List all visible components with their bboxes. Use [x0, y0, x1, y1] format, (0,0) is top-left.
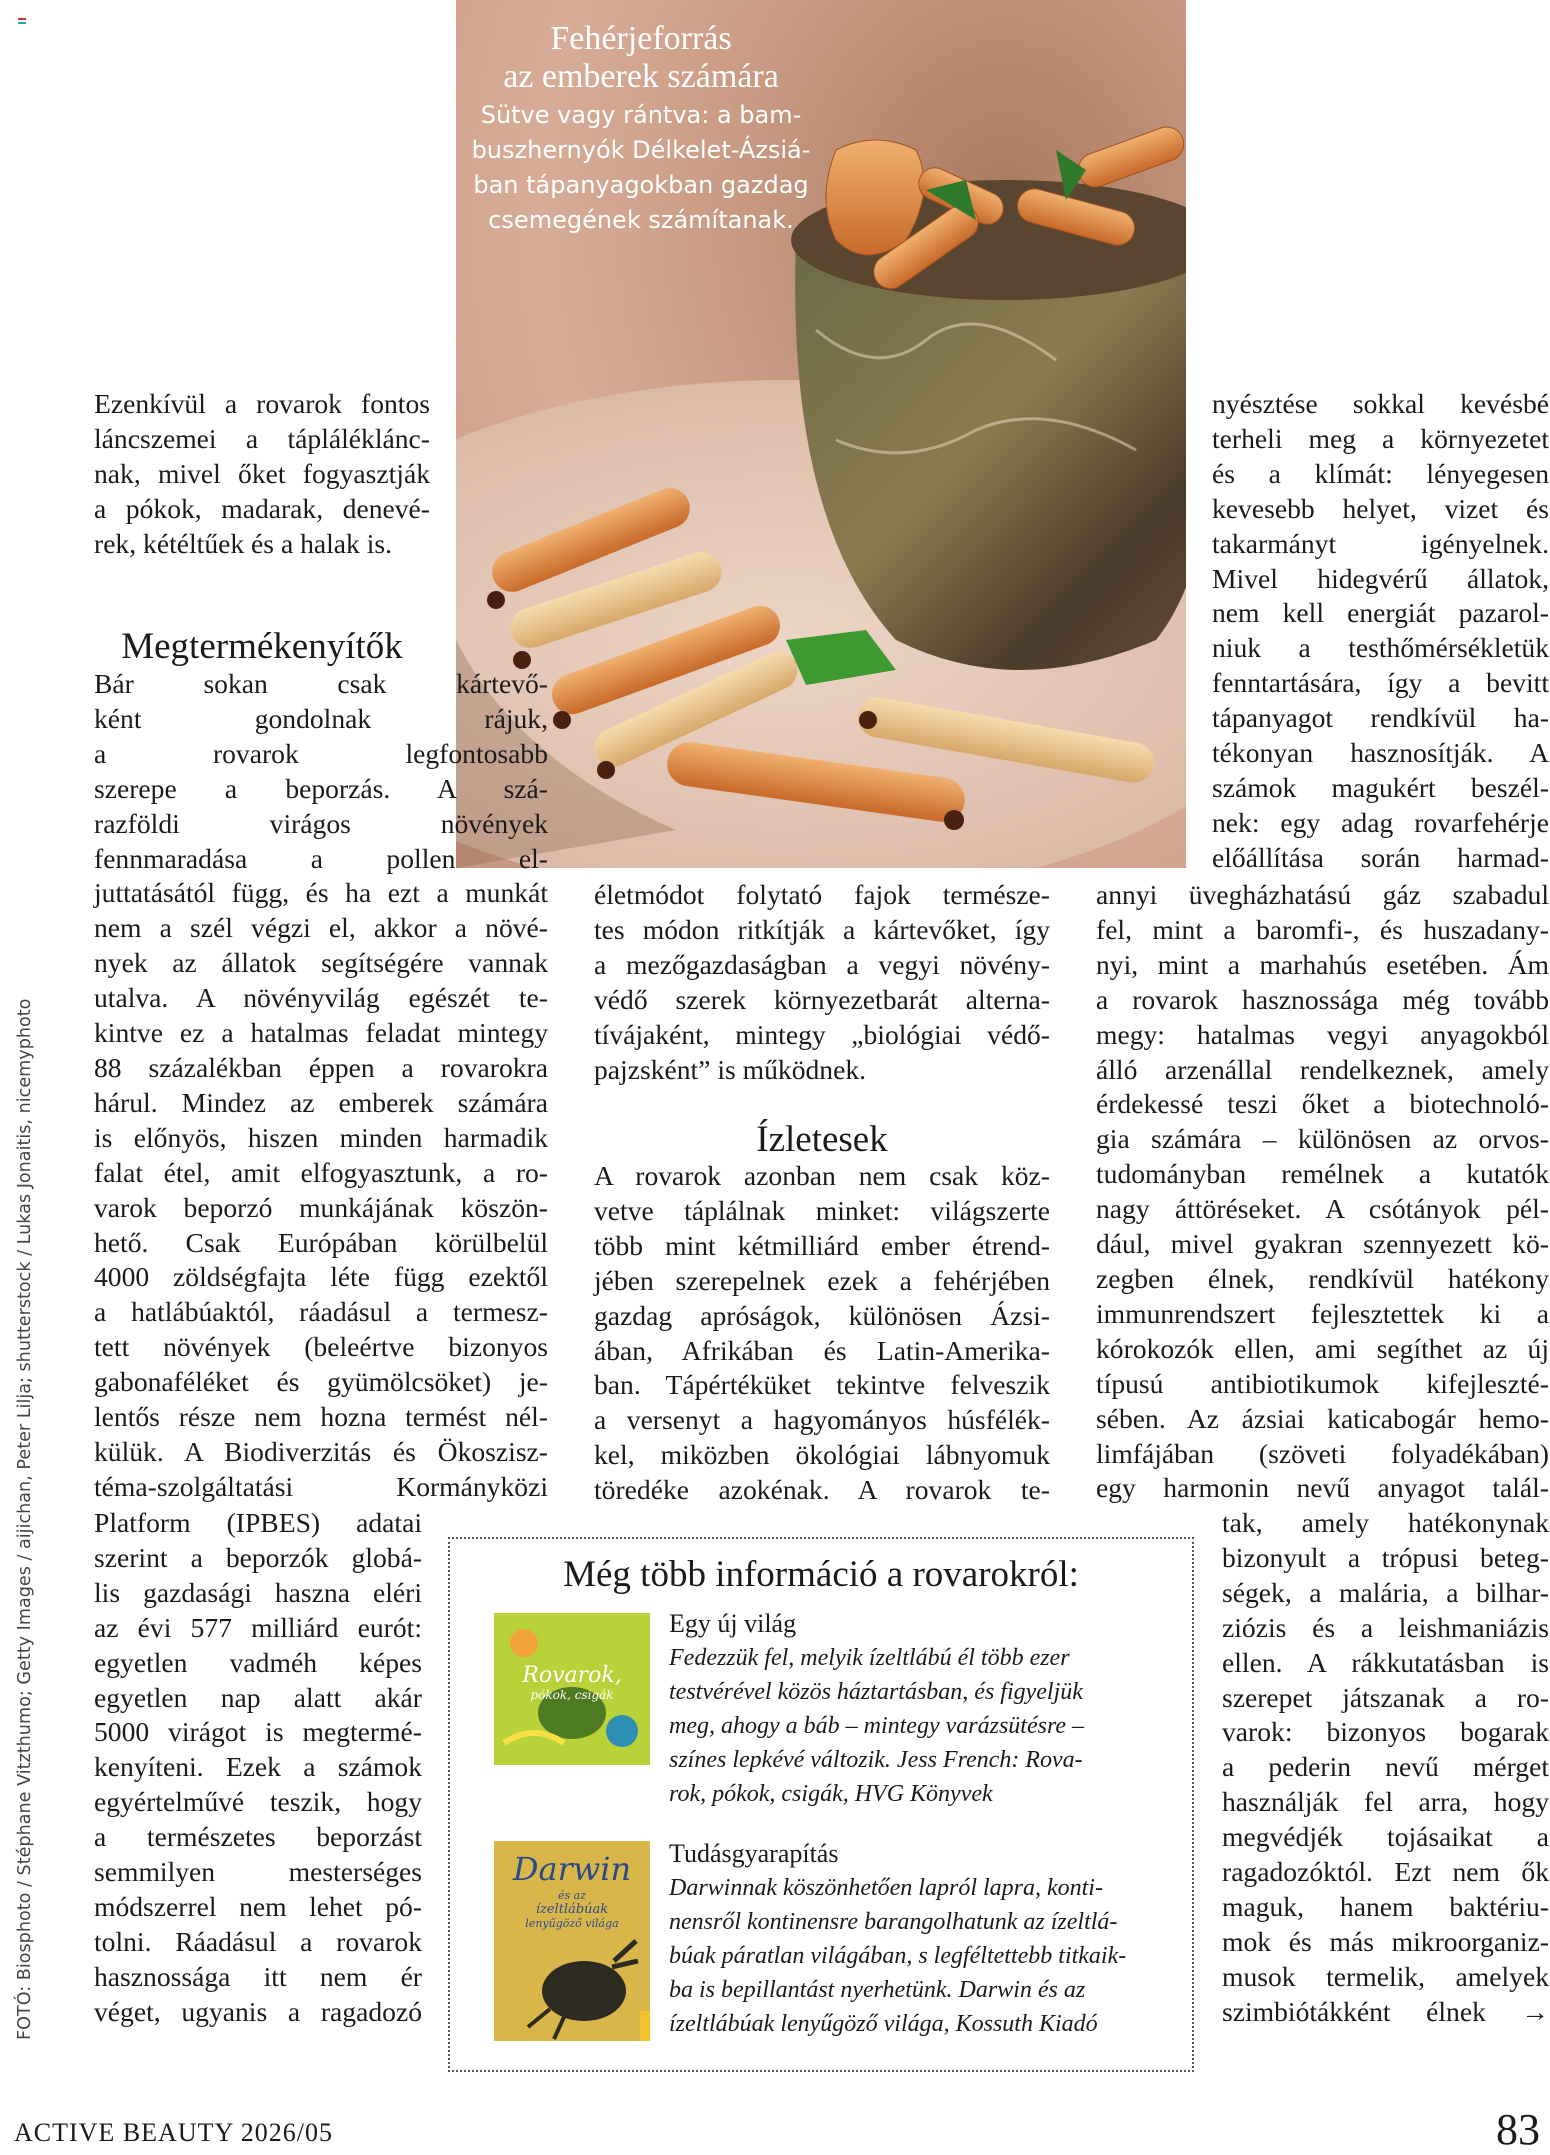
- text-line: ziózis és a leishmaniázis: [1222, 1611, 1549, 1643]
- column-1-narrow: [94, 1506, 422, 2030]
- text-line: töredéke azokénak. A rovarok te-: [594, 1474, 1050, 1506]
- book-text-line: Darwinnak köszönhetően lapról lapra, konti-: [669, 1875, 1103, 1901]
- text-line: tes módon ritkítják a kártevőket, így: [594, 913, 1050, 945]
- book-text-line: testvérével közös háztartásban, és figyeljük: [669, 1679, 1083, 1705]
- text-line: musok termelik, amelyek: [1222, 1960, 1549, 1992]
- text-line: szerint a beporzók globá-: [94, 1541, 422, 1573]
- caption-text: [456, 98, 826, 238]
- text-line: a mezőgazdaságban a vegyi növény-: [594, 948, 1050, 980]
- text-line: álló arzenállal rendelkeznek, amely: [1096, 1053, 1549, 1085]
- text-line: kórokozók ellen, ami segíthet az új: [1096, 1332, 1549, 1364]
- column-1-top: [94, 387, 430, 562]
- text-line: maguk, hanem baktériu-: [1222, 1890, 1549, 1922]
- text-line: varok: bizonyos bogarak: [1222, 1716, 1549, 1748]
- book-cover-title: [494, 1849, 650, 1931]
- book-cover-title: [494, 1663, 650, 1702]
- text-line: varok beporzó munkájának köszön-: [94, 1191, 548, 1223]
- magazine-footer: ACTIVE BEAUTY 2026/05: [14, 2118, 334, 2147]
- column-2-top: [594, 878, 1050, 1087]
- text-line: kel, miközben ökológiai lábnyomuk: [594, 1439, 1050, 1471]
- text-line: fenntartására, így a bevitt: [1212, 667, 1549, 699]
- book-cover-rovarok: [494, 1613, 650, 1765]
- text-line: hasznossága itt nem ér: [94, 1960, 422, 1992]
- text-line: dául, mivel gyakran szennyezett kö-: [1096, 1228, 1549, 1260]
- heading-pollinators: Megtermékenyítők: [121, 626, 403, 667]
- text-line: hető. Csak Európában körülbelül: [94, 1226, 548, 1258]
- text-line: annyi üvegházhatású gáz szabadul: [1096, 879, 1549, 910]
- book-cover-title-sub: és az: [557, 1889, 586, 1902]
- book-text-line: ba is bepillantást nyerhetünk. Darwin és az: [669, 1977, 1086, 2003]
- text-line: Ezenkívül a rovarok fontos: [94, 388, 430, 419]
- info-box: [448, 1537, 1194, 2072]
- book-cover-title-main: Darwin: [512, 1850, 632, 1888]
- text-line: fel, mint a baromfi-, és huszadany-: [1096, 913, 1549, 945]
- book-text-line: meg, ahogy a báb – mintegy varázsütésre –: [669, 1713, 1085, 1739]
- text-line: téma-szolgáltatási Kormányközi: [94, 1470, 548, 1502]
- page-number: 83: [1496, 2105, 1540, 2154]
- text-line: ségek, a malária, a bilhar-: [1222, 1576, 1549, 1608]
- text-line: a hatlábúaktól, ráadásul a termesz-: [94, 1296, 548, 1328]
- text-line: takarmányt igényelnek.: [1212, 527, 1549, 559]
- text-line: nyi, mint a marhahús esetében. Ám: [1096, 948, 1549, 980]
- text-line: használják fel arra, hogy: [1222, 1786, 1549, 1818]
- text-line: rek, kétéltűek és a halak is.: [94, 527, 393, 559]
- text-line: nagy áttöréseket. A csótányok pél-: [1096, 1193, 1549, 1225]
- text-line: ellen. A rákkutatásban is: [1222, 1646, 1549, 1678]
- text-line: tápanyagot rendkívül ha-: [1212, 702, 1549, 734]
- text-line: fennmaradása a pollen el-: [94, 842, 548, 874]
- text-line: vetve táplálnak minket: világszerte: [594, 1194, 1050, 1226]
- text-line: a versenyt a hagyományos húsfélék-: [594, 1404, 1050, 1436]
- text-line: bizonyult a trópusi beteg-: [1222, 1541, 1549, 1573]
- text-line: egyértelművé teszik, hogy: [94, 1786, 422, 1818]
- text-line: juttatásától függ, és ha ezt a munkát: [94, 877, 548, 909]
- text-line: kenyíteni. Ezek a számok: [94, 1751, 422, 1783]
- text-line: megvédjék tojásaikat a: [1222, 1821, 1549, 1853]
- caption-text-line: ban tápanyagokban gazdag: [473, 171, 809, 199]
- text-line: kevesebb helyet, vizet és: [1212, 492, 1549, 524]
- text-line: egyetlen vadméh képes: [94, 1646, 422, 1678]
- text-line: nek: egy adag rovarfehérje: [1212, 806, 1549, 838]
- text-line: véget, ugyanis a ragadozó: [94, 1995, 422, 2027]
- caption-title: [456, 20, 826, 96]
- text-line: utalva. A növényvilág egészét te-: [94, 982, 548, 1014]
- text-line: niuk a testhőmérsékletük: [1212, 632, 1549, 664]
- text-line: lentős része nem hozna termést nél-: [94, 1401, 548, 1433]
- text-line: nem kell energiát pazarol-: [1212, 597, 1549, 629]
- book2-title: Tudásgyarapítás: [669, 1839, 839, 1868]
- text-line: limfájában (szöveti folyadékában): [1096, 1437, 1549, 1469]
- text-line: egyetlen nap alatt akár: [94, 1681, 422, 1713]
- book-cover-title-sub: pókok, csigák: [530, 1688, 614, 1702]
- photo-caption: [456, 20, 826, 238]
- text-line: tak, amely hatékonynak: [1222, 1507, 1549, 1538]
- text-line: tolni. Ráadásul a rovarok: [94, 1925, 422, 1957]
- text-line: gia számára – különösen az orvos-: [1096, 1123, 1549, 1155]
- text-line: a pederin nevű mérget: [1222, 1751, 1549, 1783]
- book-cover-darwin: [494, 1841, 650, 2041]
- text-line: szimbiótákként élnek →: [1222, 1995, 1549, 2027]
- text-line: védő szerek környezetbarát alterna-: [594, 983, 1050, 1015]
- photo-bamboo-worms: [456, 0, 1186, 868]
- text-line: 88 százalékban éppen a rovarokra: [94, 1051, 548, 1083]
- book-text-line: színes lepkévé változik. Jess French: Rova-: [669, 1747, 1083, 1773]
- text-line: A rovarok azonban nem csak köz-: [594, 1160, 1050, 1191]
- text-line: a rovarok legfontosabb: [94, 737, 548, 769]
- text-line: a természetes beporzást: [94, 1821, 422, 1853]
- text-line: razföldi virágos növények: [94, 807, 548, 839]
- text-line: tékonyan hasznosítják. A: [1212, 737, 1549, 769]
- text-line: módszerrel nem lehet pó-: [94, 1890, 422, 1922]
- text-line: láncszemei a tápláléklánc-: [94, 422, 430, 454]
- book1-title: Egy új világ: [669, 1609, 797, 1638]
- book1-description: [669, 1641, 1169, 1811]
- text-line: Mivel hidegvérű állatok,: [1212, 562, 1549, 594]
- text-line: előállítása során harmad-: [1212, 841, 1549, 873]
- book-text-line: Fedezzük fel, melyik ízeltlábú él több ezer: [669, 1645, 1070, 1671]
- text-line: immunrendszert fejlesztettek ki a: [1096, 1297, 1549, 1329]
- text-line: gazdag apróságok, különösen Ázsi-: [594, 1299, 1050, 1331]
- text-line: megy: hatalmas vegyi anyagokból: [1096, 1018, 1549, 1050]
- text-line: ban. Tápértéküket tekintve felveszik: [594, 1369, 1050, 1401]
- caption-title-line: Fehérjeforrás: [550, 20, 732, 57]
- info-box-title: Még több információ a rovarokról:: [563, 1554, 1079, 1595]
- book-text-line: búak páratlan világában, s legféltettebb titkaik-: [669, 1943, 1127, 1969]
- text-line: terheli meg a környezetet: [1212, 422, 1549, 454]
- text-line: Bár sokan csak kártevő-: [94, 668, 548, 699]
- text-line: ában, Afrikában és Latin-Amerika-: [594, 1334, 1050, 1366]
- photo-credit: [0, 900, 35, 2040]
- text-line: tett növények (beleértve bizonyos: [94, 1331, 548, 1363]
- text-line: falat étel, amit elfogyasztunk, a ro-: [94, 1156, 548, 1188]
- text-line: tudományban remélnek a kutatók: [1096, 1158, 1549, 1190]
- text-line: nak, mivel őket fogyasztják: [94, 457, 430, 489]
- text-line: ként gondolnak rájuk,: [94, 702, 548, 734]
- text-line: 4000 zöldségfajta léte függ ezektől: [94, 1261, 548, 1293]
- text-line: szerepet játszanak a ro-: [1222, 1681, 1549, 1713]
- text-line: érdekessé teszi őket a biotechnoló-: [1096, 1088, 1549, 1120]
- heading-tasty: Ízletesek: [756, 1119, 888, 1160]
- book-cover-title-sub: lenyűgöző világa: [525, 1917, 619, 1930]
- text-line: szerepe a beporzás. A szá-: [94, 772, 548, 804]
- text-line: lis gazdasági haszna eléri: [94, 1576, 422, 1608]
- text-line: életmódot folytató fajok természe-: [594, 879, 1050, 910]
- text-line: nyek az állatok segítségére vannak: [94, 947, 548, 979]
- text-line: nyésztése sokkal kevésbé: [1212, 388, 1549, 419]
- column-3-narrow: [1222, 1506, 1549, 2030]
- text-line: tívájaként, mintegy „biológiai védő-: [594, 1018, 1050, 1050]
- text-line: ragadozóktól. Ezt nem ők: [1222, 1856, 1549, 1888]
- text-line: kintve ez a hatalmas feladat mintegy: [94, 1017, 548, 1049]
- text-line: számok magukért beszél-: [1212, 771, 1549, 803]
- column-1-main: [94, 667, 548, 1505]
- text-line: nem a szél végzi el, akkor a növé-: [94, 912, 548, 944]
- caption-text-line: csemegének számítanak.: [488, 206, 794, 234]
- book-cover-title-main: Rovarok,: [522, 1663, 622, 1688]
- text-line: külük. A Biodiverzitás és Ökoszisz-: [94, 1435, 548, 1467]
- book-text-line: nensről kontinensre barangolhatunk az ízeltlá-: [669, 1909, 1118, 1935]
- text-line: sében. Az ázsiai katicabogár hemo-: [1096, 1402, 1549, 1434]
- caption-text-line: Sütve vagy rántva: a bam-: [480, 101, 802, 129]
- text-line: egy harmonin nevű anyagot talál-: [1096, 1472, 1549, 1504]
- corner-mark: [18, 18, 26, 26]
- book-text-line: rok, pókok, csigák, HVG Könyvek: [669, 1781, 993, 1807]
- text-line: Platform (IPBES) adatai: [94, 1507, 422, 1538]
- text-line: típusú antibiotikumok kifejleszté-: [1096, 1367, 1549, 1399]
- caption-text-line: buszhernyók Délkelet-Ázsiá-: [471, 136, 811, 164]
- text-line: semmilyen mesterséges: [94, 1856, 422, 1888]
- text-line: is előnyös, hiszen minden harmadik: [94, 1121, 548, 1153]
- text-line: a rovarok hasznossága még tovább: [1096, 983, 1549, 1015]
- text-line: több mint kétmilliárd ember étrend-: [594, 1229, 1050, 1261]
- caption-title-line: az emberek számára: [503, 58, 779, 95]
- book2-description: [669, 1871, 1169, 2041]
- text-line: zegben élnek, rendkívül hatékony: [1096, 1262, 1549, 1294]
- column-3-top: [1212, 387, 1549, 876]
- text-line: az évi 577 milliárd eurót:: [94, 1611, 422, 1643]
- book-text-line: ízeltlábúak lenyűgöző világa, Kossuth Kiadó: [669, 2011, 1098, 2037]
- text-line: hárul. Mindez az emberek számára: [94, 1086, 548, 1118]
- text-line: és a klímát: lényegesen: [1212, 457, 1549, 489]
- text-line: 5000 virágot is megtermé-: [94, 1716, 422, 1748]
- text-line: mok és más mikroorganiz-: [1222, 1925, 1549, 1957]
- column-2-main: [594, 1159, 1050, 1508]
- text-line: a pókok, madarak, denevé-: [94, 492, 430, 524]
- column-3-wide: [1096, 878, 1549, 1506]
- text-line: jében szerepelnek ezek a fehérjében: [594, 1264, 1050, 1296]
- photo-credit-text: FOTÓ: Biosphoto / Stéphane Vitzthumo; Getty Images / aijichan, Peter Lilja; shutterstock / Lukas Jonaitis, nicemyphoto: [15, 998, 35, 2040]
- text-line: pajzsként” is működnek.: [594, 1053, 867, 1085]
- text-line: gabonaféléket és gyümölcsöket) je-: [94, 1366, 548, 1398]
- book-cover-title-sub: ízeltlábúak: [535, 1902, 609, 1917]
